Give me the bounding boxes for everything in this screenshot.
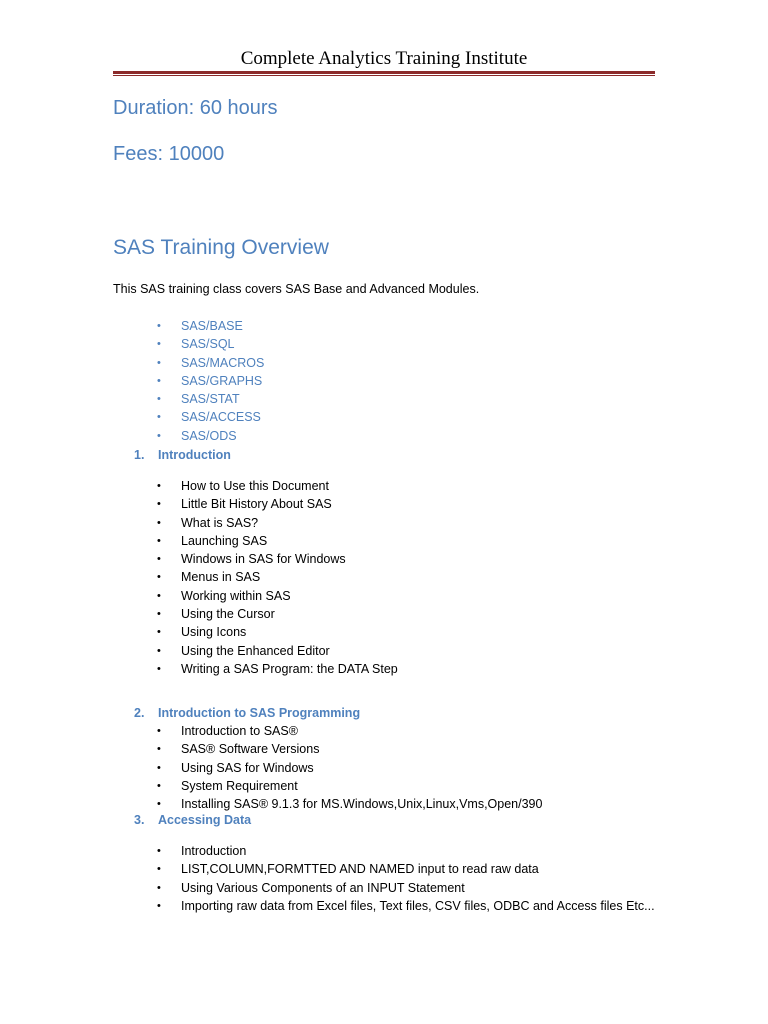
overview-intro: This SAS training class covers SAS Base and Advanced Modules. bbox=[113, 282, 480, 296]
header-title: Complete Analytics Training Institute bbox=[240, 48, 528, 69]
overview-heading: SAS Training Overview bbox=[113, 236, 329, 259]
fees-heading: Fees: 10000 bbox=[113, 143, 225, 165]
header-rule bbox=[113, 71, 655, 77]
document-page: Complete Analytics Training Institute Duration: 60 hours Fees: 10000 SAS Training Overview This SAS training class covers SAS Base and Advanced Modules. • SAS/BASE • SAS/SQL • SAS/MACROS • SAS/GRAPHS • SAS/STAT • SAS/ACCESS • SAS/ODS 1. Introduction • How to Use this Document • Little Bit History About SAS • What is SAS? • Launching SAS • Windows in SAS for Windows • Menus in SAS • Working within SAS • Using the Cursor • Using Icons • Using the Enhanced Editor • Writing a SAS Program: the DATA Step 2. Introduction to SAS Programming • Introduction to SAS® • SAS® Software Versions • Using SAS for Windows • System Requirement • Installing SAS® 9.1.3 for MS.Windows,Unix,Linux,Vms,Open/390 3. Accessing Data • Introduction • LIST,COLUMN,FORMTTED AND NAMED input to read raw data • Using Various Components of an INPUT Statement • Importing raw data from Excel files, Text files, CSV files, ODBC and Access files Etc... bbox=[0, 0, 768, 1024]
duration-heading: Duration: 60 hours bbox=[113, 97, 278, 119]
